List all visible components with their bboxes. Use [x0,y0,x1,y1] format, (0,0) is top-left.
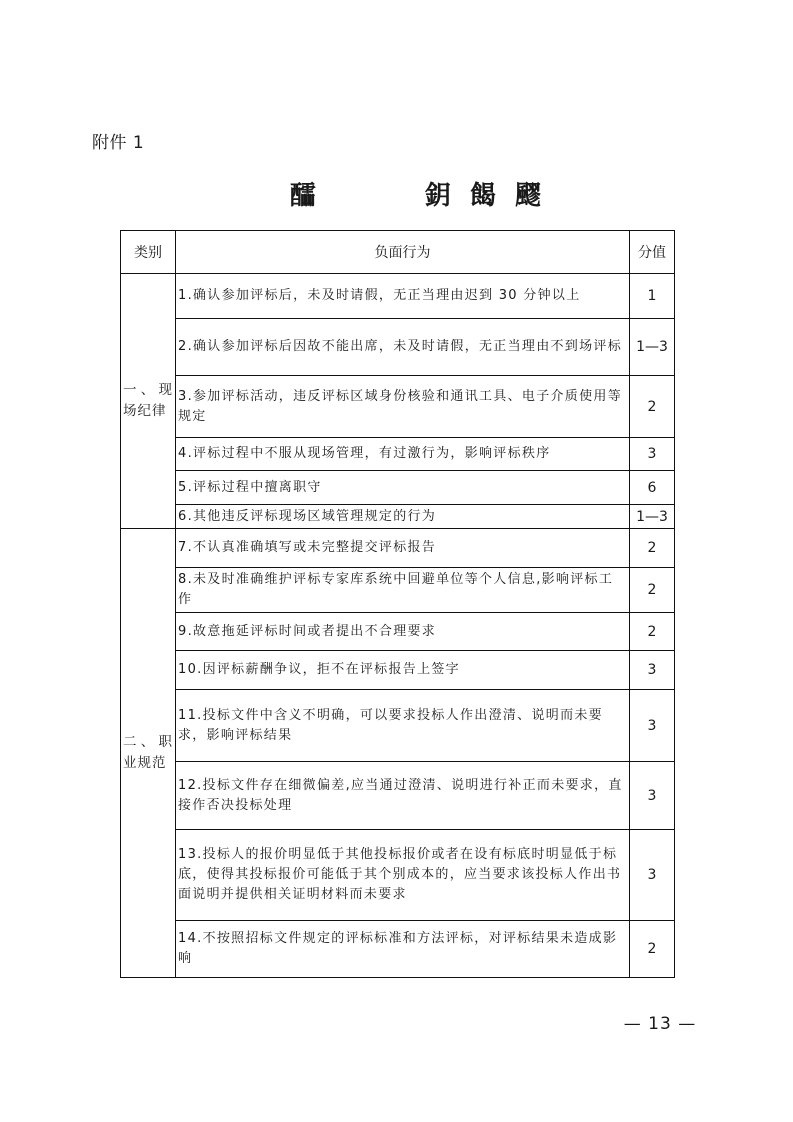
negative-behavior-table [120,230,675,978]
behavior-cell: 7.不认真准确填写或未完整提交评标报告 [176,529,630,568]
score-cell: 2 [630,613,675,651]
table-row [121,505,675,529]
score-cell: 1—3 [630,505,675,529]
document-title [0,175,793,215]
behavior-cell: 12.投标文件存在细微偏差,应当通过澄清、说明进行补正而未要求，直接作否决投标处理 [176,762,630,830]
score-cell: 3 [630,762,675,830]
header-score: 分值 [630,231,675,274]
table-row [121,438,675,471]
table-row [121,568,675,613]
title-char: 餲 [470,181,497,211]
behavior-cell: 13.投标人的报价明显低于其他投标报价或者在设有标底时明显低于标底，使得其投标报价可能低于其个别成本的，应当要求该投标人作出书面说明并提供相关证明材料而未要求 [176,830,630,921]
behavior-cell: 4.评标过程中不服从现场管理，有过激行为，影响评标秩序 [176,438,630,471]
behavior-cell: 6.其他违反评标现场区域管理规定的行为 [176,505,630,529]
score-cell: 3 [630,438,675,471]
behavior-cell: 14.不按照招标文件规定的评标标准和方法评标，对评标结果未造成影响 [176,921,630,978]
behavior-cell: 9.故意拖延评标时间或者提出不合理要求 [176,613,630,651]
page-number: — 13 — [623,1014,697,1034]
table-row [121,690,675,762]
table-row [121,762,675,830]
score-cell: 1 [630,274,675,319]
score-cell: 2 [630,568,675,613]
score-cell: 2 [630,921,675,978]
behavior-cell: 5.评标过程中擅离职守 [176,471,630,505]
score-cell: 1—3 [630,319,675,376]
table-row [121,274,675,319]
behavior-cell: 10.因评标薪酬争议，拒不在评标报告上签字 [176,651,630,690]
table-row [121,529,675,568]
table-row [121,651,675,690]
category-cell: 二、职业规范 [121,529,176,978]
score-cell: 3 [630,690,675,762]
table-row [121,471,675,505]
table-row [121,921,675,978]
header-category: 类别 [121,231,176,274]
title-char: 醽 [290,181,317,211]
behavior-cell: 2.确认参加评标后因故不能出席，未及时请假，无正当理由不到场评标 [176,319,630,376]
category-cell: 一、现场纪律 [121,274,176,529]
table-row [121,319,675,376]
table-row [121,613,675,651]
title-char: 鈅 [425,181,452,211]
behavior-cell: 11.投标文件中含义不明确，可以要求投标人作出澄清、说明而未要求，影响评标结果 [176,690,630,762]
header-behavior: 负面行为 [176,231,630,274]
behavior-cell: 3.参加评标活动，违反评标区域身份核验和通讯工具、电子介质使用等规定 [176,376,630,438]
table-row [121,830,675,921]
score-cell: 6 [630,471,675,505]
attachment-label: 附件 1 [92,133,145,153]
score-cell: 3 [630,651,675,690]
title-char: 飂 [515,181,542,211]
table-row [121,376,675,438]
behavior-cell: 8.未及时准确维护评标专家库系统中回避单位等个人信息,影响评标工作 [176,568,630,613]
score-cell: 2 [630,529,675,568]
score-cell: 2 [630,376,675,438]
behavior-cell: 1.确认参加评标后，未及时请假，无正当理由迟到 30 分钟以上 [176,274,630,319]
score-cell: 3 [630,830,675,921]
table-header-row [121,231,675,274]
